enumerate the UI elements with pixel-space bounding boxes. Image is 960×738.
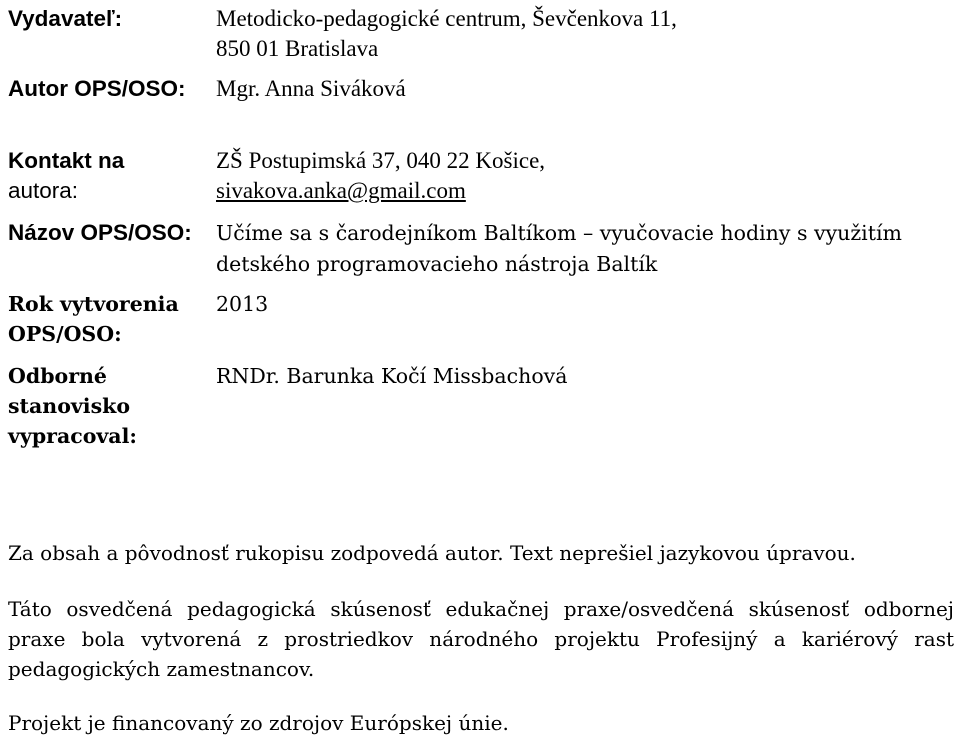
review-label-line2: stanovisko bbox=[8, 394, 130, 418]
contact-label-line1: Kontakt na bbox=[8, 148, 125, 173]
contact-label-line2: autora: bbox=[8, 178, 79, 203]
review-value: RNDr. Barunka Kočí Missbachová bbox=[216, 364, 568, 388]
contact-address: ZŠ Postupimská 37, 040 22 Košice, bbox=[216, 148, 546, 173]
year-label-line1: Rok vytvorenia bbox=[8, 292, 179, 316]
title-value-line1: Učíme sa s čarodejníkom Baltíkom – vyučovacie hodiny s využitím bbox=[216, 221, 902, 245]
contact-email-link[interactable]: sivakova.anka@gmail.com bbox=[216, 178, 466, 203]
responsibility-note: Za obsah a pôvodnosť rukopisu zodpovedá autor. Text neprešiel jazykovou úpravou. bbox=[8, 541, 856, 565]
year-label-line2: OPS/OSO: bbox=[8, 322, 122, 346]
review-label-line3: vypracoval: bbox=[8, 424, 137, 448]
title-value-line2: detského programovacieho nástroja Baltík bbox=[216, 252, 658, 276]
experience-note: Táto osvedčená pedagogická skúsenosť edukačnej praxe/osvedčená skúsenosť odbornej praxe bola vytvorená z prostriedkov národného projektu Profesijný a kariérový rast pedagogických zamestnancov. bbox=[8, 597, 954, 681]
funding-note: Projekt je financovaný zo zdrojov Európskej únie. bbox=[8, 711, 509, 735]
publisher-value-line2: 850 01 Bratislava bbox=[216, 36, 379, 61]
author-value: Mgr. Anna Siváková bbox=[216, 76, 406, 101]
publisher-value-line1: Metodicko-pedagogické centrum, Ševčenkova 11, bbox=[216, 6, 677, 31]
year-value: 2013 bbox=[216, 292, 269, 316]
author-label: Autor OPS/OSO: bbox=[8, 76, 186, 101]
review-label-line1: Odborné bbox=[8, 364, 107, 388]
publisher-label: Vydavateľ: bbox=[8, 6, 123, 31]
title-label: Názov OPS/OSO: bbox=[8, 220, 192, 245]
